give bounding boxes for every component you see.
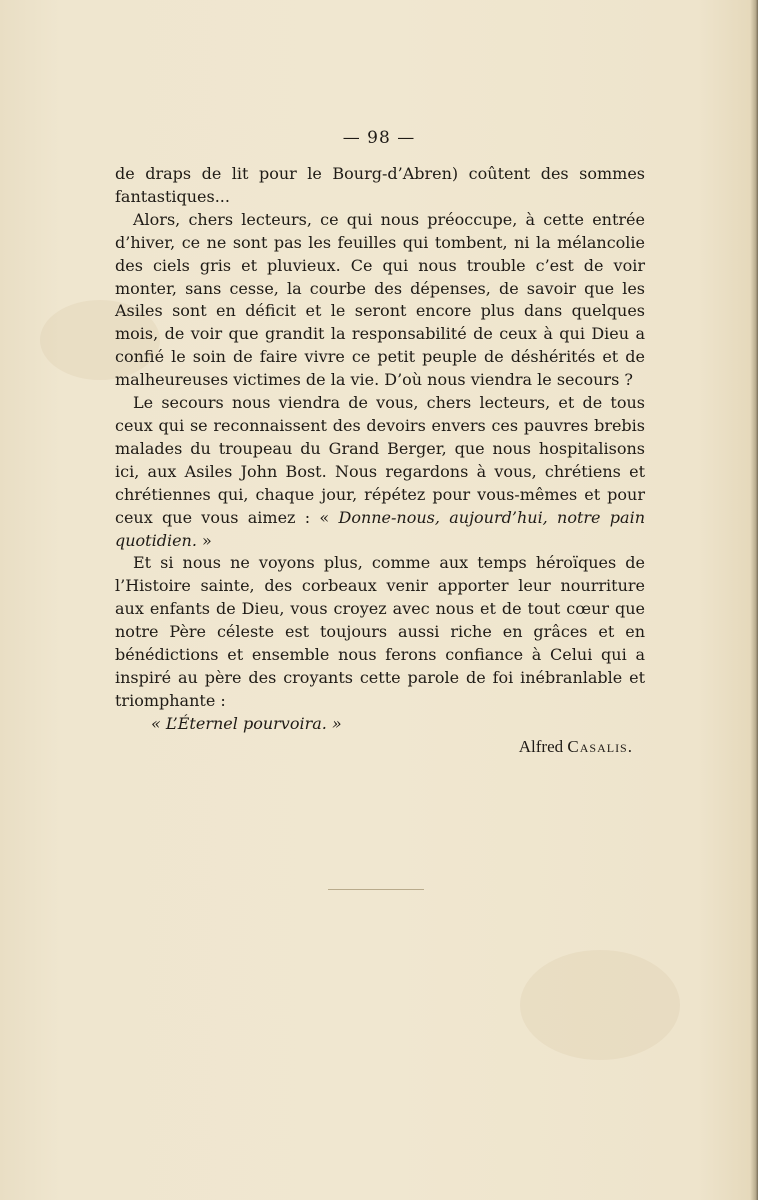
- paper-stain: [520, 950, 680, 1060]
- paragraph: Et si nous ne voyons plus, comme aux temps héroïques de l’Histoire sainte, des corbeaux venir apporter leur nourriture aux enfants de Dieu, vous croyez avec nous et de tout cœur que notre Père céleste est toujours aussi riche en grâces et en bénédictions et ensemble nous ferons confiance à Celui qui a inspiré au père des croyants cette parole de foi inébranlable et triomphante :: [115, 553, 645, 710]
- signature-first-name: Alfred: [518, 736, 568, 756]
- paragraph: [115, 392, 645, 552]
- signature-last-name: Casalis.: [567, 736, 633, 756]
- page-number: — 98 —: [342, 128, 416, 148]
- closing-quote: « L’Éternel pourvoira. »: [151, 713, 342, 733]
- paragraph: Alors, chers lecteurs, ce qui nous préoccupe, à cette entrée d’hiver, ce ne sont pas les feuilles qui tombent, ni la mélancolie des ciels gris et pluvieux. Ce qui nous trouble c’est de voir monter, sans cesse, la courbe des dépenses, de savoir que les Asiles sont en déficit et le seront encore plus dans quelques mois, de voir que grandit la responsabilité de ceux à qui Dieu a confié le soin de faire vivre ce petit peuple de déshérités et de malheureuses victimes de la vie. D’où nous viendra le secours ?: [115, 209, 645, 390]
- closing-quote-mark: »: [196, 530, 212, 550]
- section-divider: [328, 889, 424, 890]
- body-text: [115, 163, 645, 759]
- page-edge-shadow: [750, 0, 758, 1200]
- paragraph-continuation: de draps de lit pour le Bourg-d’Abren) coûtent des sommes fantastiques...: [115, 164, 645, 206]
- paragraph-text: Le secours nous viendra de vous, chers lecteurs, et de tous ceux qui se reconnaissent des devoirs envers ces pauvres brebis malades du troupeau du Grand Berger, que nous hospitalisons ici, aux Asiles John Bost. Nous regardons à vous, chrétiens et chrétiennes qui, chaque jour, répétez pour vous-mêmes et pour ceux que vous aimez : «: [115, 393, 645, 527]
- signature: [115, 736, 645, 759]
- quoted-prayer: Donne-nous, aujourd’hui, notre pain quotidien.: [115, 507, 645, 550]
